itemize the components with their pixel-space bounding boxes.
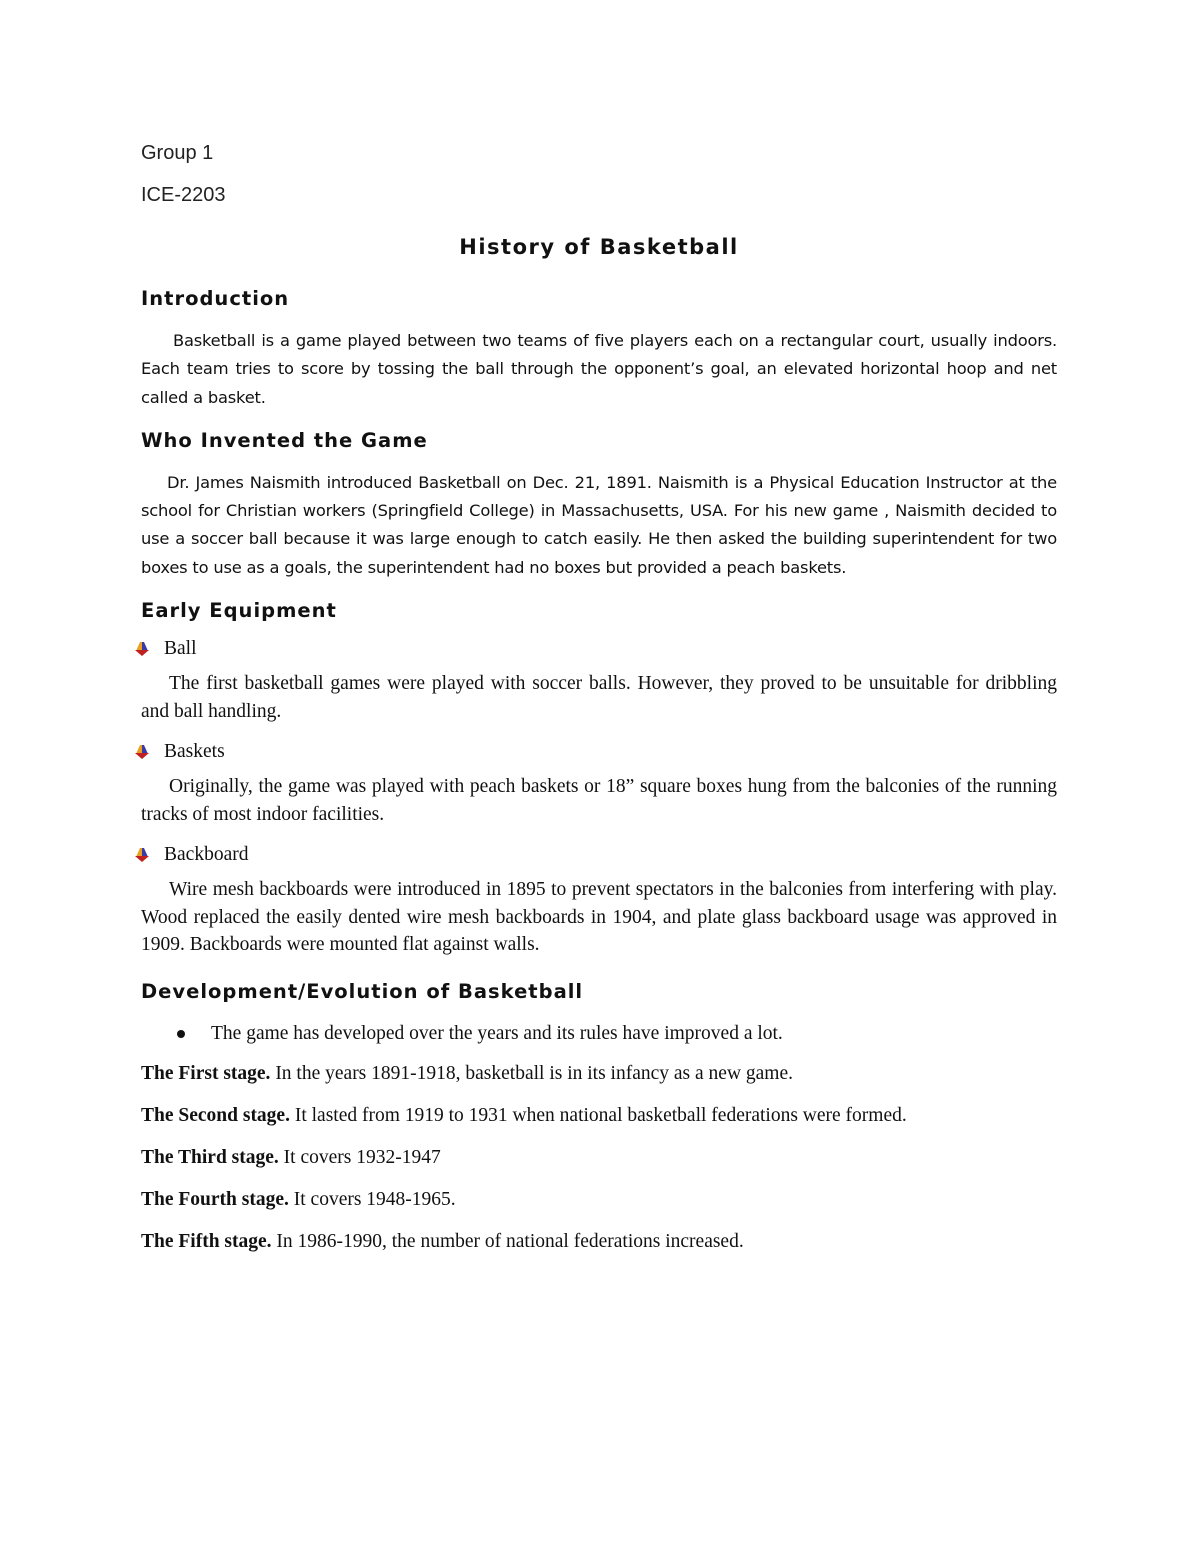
stage-text: In the years 1891-1918, basketball is in its infancy as a new game. (270, 1062, 794, 1084)
equipment-item-text: Originally, the game was played with peach baskets or 18” square boxes hung from the balconies of the running tracks of most indoor facilities. (141, 776, 1057, 825)
group-label: Group 1 (141, 142, 214, 164)
stage-label: The Third stage. (141, 1146, 279, 1168)
stage-row (141, 1227, 1057, 1257)
equipment-item-baskets (141, 737, 1057, 767)
stage-text: It lasted from 1919 to 1931 when national basketball federations were formed. (289, 1104, 907, 1126)
stage-label: The Fourth stage. (141, 1188, 289, 1210)
development-bullet-text: The game has developed over the years and its rules have improved a lot. (211, 1022, 783, 1044)
equipment-item-label: Backboard (164, 844, 249, 866)
introduction-heading: Introduction (141, 287, 290, 310)
stage-label: The Second stage. (141, 1104, 290, 1126)
equipment-item-label: Ball (164, 638, 197, 660)
stage-text: It covers 1948-1965. (288, 1188, 456, 1210)
equipment-heading: Early Equipment (141, 599, 337, 623)
stage-text: It covers 1932-1947 (278, 1146, 441, 1168)
stage-label: The Fifth stage. (141, 1230, 272, 1252)
inventor-heading: Who Invented the Game (141, 428, 428, 452)
stage-text: In 1986-1990, the number of national federations increased. (271, 1230, 744, 1252)
stage-row (141, 1101, 1057, 1131)
document-page (141, 138, 1057, 1269)
inventor-paragraph: Dr. James Naismith introduced Basketball on Dec. 21, 1891. Naismith is a Physical Education Instructor at the school for Christian workers (Springfield College) in Massachusetts, USA. For his new game , Naismith decided to use a soccer ball because it was large enough to catch easily. He then asked the building superintendent for two boxes to use as a goals, the superintendent had no boxes but provided a peach baskets. (141, 472, 1057, 577)
bullet-dot-icon (177, 1030, 185, 1038)
introduction-paragraph: Basketball is a game played between two teams of five players each on a rectangular court, usually indoors. Each team tries to score by tossing the ball through the opponent’s goal, an elevated horizontal hoop and net called a basket. (141, 331, 1057, 407)
development-heading: Development/Evolution of Basketball (141, 979, 584, 1003)
course-code: ICE-2203 (141, 184, 226, 206)
equipment-item-text: The first basketball games were played with soccer balls. However, they proved to be unsuitable for dribbling and ball handling. (141, 673, 1057, 722)
equipment-item-ball (141, 634, 1057, 664)
stage-row (141, 1185, 1057, 1215)
stage-row (141, 1059, 1057, 1089)
arrow-down-bullet-icon (135, 642, 149, 656)
stage-row (141, 1143, 1057, 1173)
equipment-item-label: Baskets (164, 741, 225, 763)
arrow-down-bullet-icon (135, 848, 149, 862)
arrow-down-bullet-icon (135, 745, 149, 759)
development-bullet (141, 1019, 1057, 1049)
document-title: History of Basketball (459, 235, 739, 259)
equipment-item-text: Wire mesh backboards were introduced in 1895 to prevent spectators in the balconies from interfering with play. Wood replaced the easily dented wire mesh backboards in 1904, and plate glass backboard usage was approved in 1909. Backboards were mounted flat against walls. (141, 879, 1057, 956)
stage-label: The First stage. (141, 1062, 271, 1084)
equipment-item-backboard (141, 840, 1057, 870)
